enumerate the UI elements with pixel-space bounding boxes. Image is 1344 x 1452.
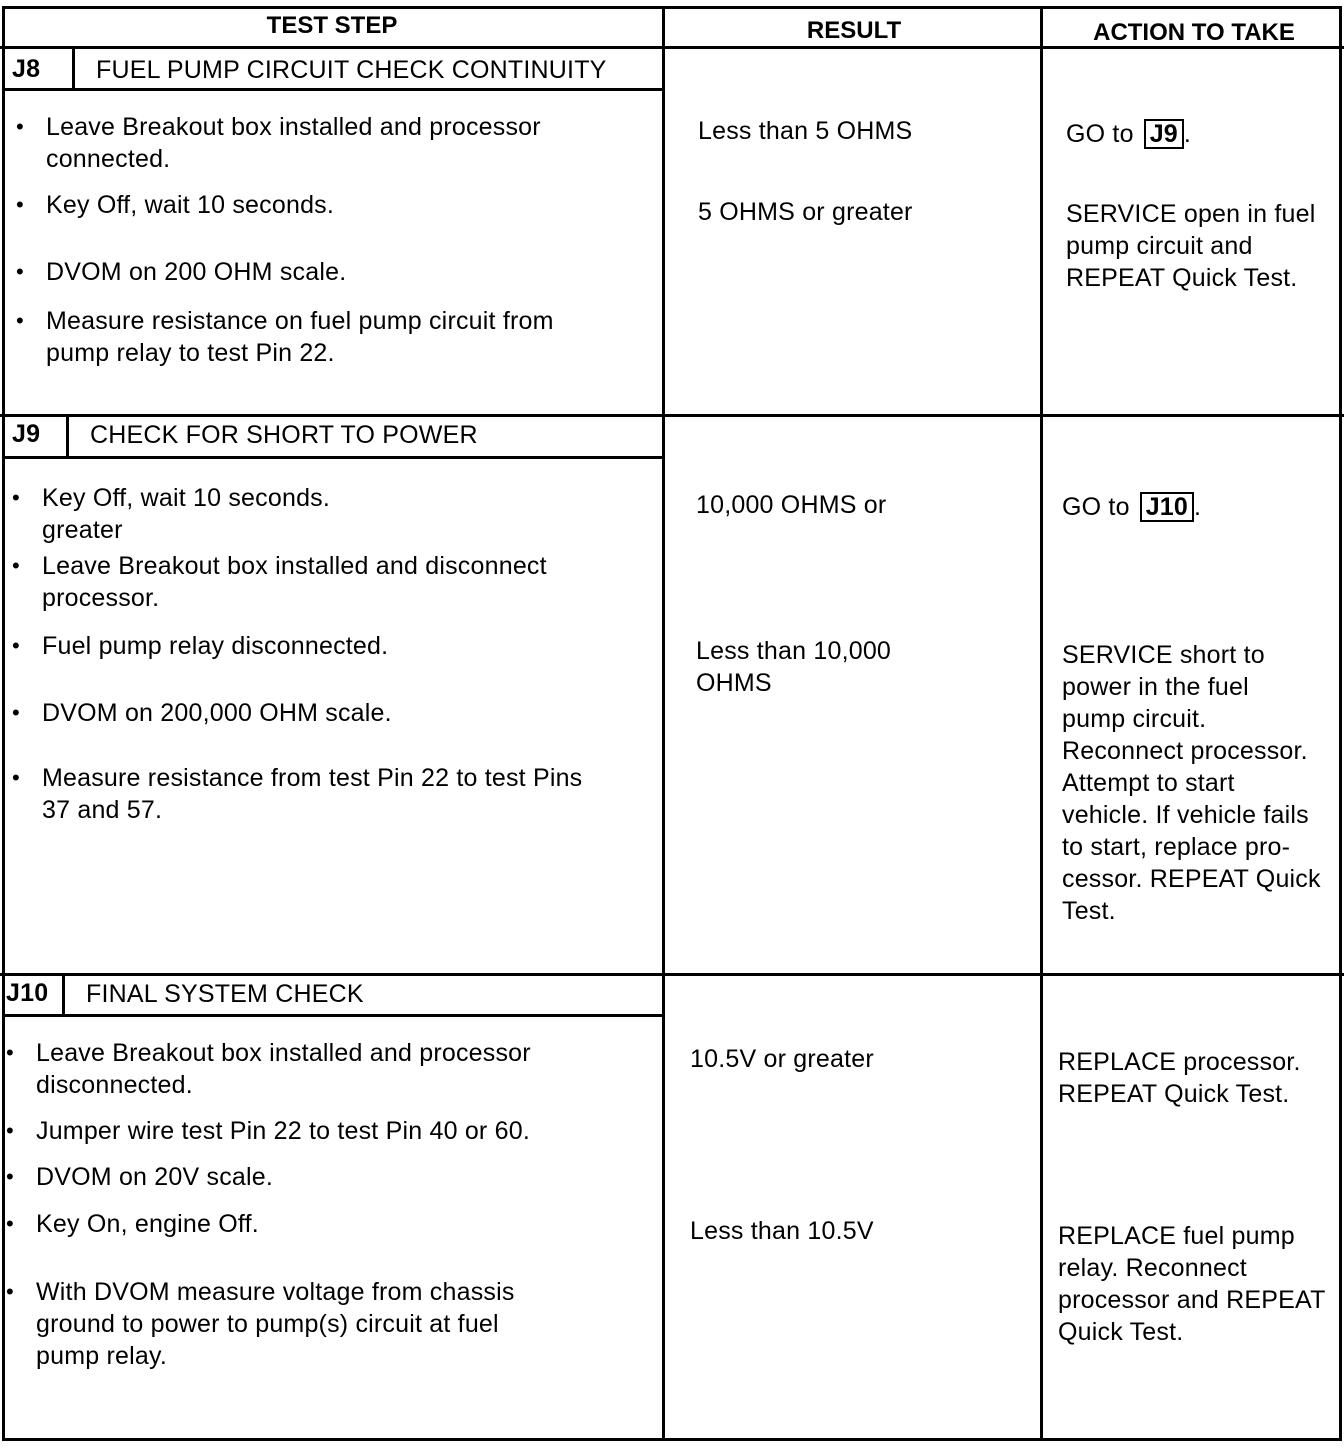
test-step-text: greater — [42, 516, 123, 544]
bullet-icon: • — [16, 259, 24, 284]
test-step-text: Measure resistance on fuel pump circuit from — [46, 307, 554, 335]
test-step-text: Leave Breakout box installed and disconnect — [42, 552, 547, 580]
result-text: 5 OHMS or greater — [698, 198, 913, 226]
test-step-text: Key On, engine Off. — [36, 1210, 259, 1238]
action-text: REPLACE processor. — [1058, 1048, 1301, 1076]
action-text: relay. Reconnect — [1058, 1254, 1247, 1282]
action-text: pump circuit. — [1062, 705, 1207, 733]
test-step-text: With DVOM measure voltage from chassis — [36, 1278, 515, 1306]
action-text: REPEAT Quick Test. — [1058, 1080, 1290, 1108]
step-title: FINAL SYSTEM CHECK — [86, 980, 364, 1008]
action-text: Reconnect processor. — [1062, 737, 1308, 765]
step-title: FUEL PUMP CIRCUIT CHECK CONTINUITY — [96, 56, 607, 84]
goto-action — [1066, 118, 1191, 150]
result-column-rule — [662, 6, 665, 1440]
test-step-text: Leave Breakout box installed and processor — [46, 113, 541, 141]
action-text: Quick Test. — [1058, 1318, 1184, 1346]
test-step-text: disconnected. — [36, 1071, 193, 1099]
action-text: SERVICE short to — [1062, 641, 1265, 669]
bullet-icon: • — [12, 633, 20, 658]
test-step-text: ground to power to pump(s) circuit at fuel — [36, 1310, 499, 1338]
test-step-text: Leave Breakout box installed and processor — [36, 1039, 531, 1067]
step-title: CHECK FOR SHORT TO POWER — [90, 421, 478, 449]
test-step-text: Fuel pump relay disconnected. — [42, 632, 389, 660]
action-text: Attempt to start — [1062, 769, 1235, 797]
test-step-text: DVOM on 200 OHM scale. — [46, 258, 347, 286]
step-id: J9 — [12, 420, 41, 448]
section-title-rule — [2, 1014, 664, 1017]
goto-prefix: GO to — [1066, 120, 1134, 148]
test-step-text: DVOM on 200,000 OHM scale. — [42, 699, 392, 727]
result-text: Less than 10,000 — [696, 637, 892, 665]
bullet-icon: • — [12, 765, 20, 790]
result-text: OHMS — [696, 669, 772, 697]
section-divider — [0, 414, 1344, 417]
goto-suffix: . — [1194, 493, 1202, 521]
test-step-text: processor. — [42, 584, 160, 612]
table-top-border — [2, 6, 1342, 9]
header-bottom-rule — [0, 46, 1344, 49]
step-id-divider — [66, 414, 69, 456]
action-text: vehicle. If vehicle fails — [1062, 801, 1309, 829]
action-text: REPLACE fuel pump — [1058, 1222, 1295, 1250]
step-id: J8 — [12, 55, 41, 83]
bullet-icon: • — [6, 1211, 14, 1236]
action-text: pump circuit and — [1066, 232, 1253, 260]
header-action: ACTION TO TAKE — [1093, 19, 1295, 46]
step-id-divider — [72, 49, 75, 88]
result-text: Less than 10.5V — [690, 1217, 874, 1245]
action-text: cessor. REPEAT Quick — [1062, 865, 1321, 893]
bullet-icon: • — [16, 114, 24, 139]
header-test-step: TEST STEP — [266, 12, 398, 39]
section-title-rule — [2, 88, 664, 91]
table-right-border — [1339, 6, 1342, 1440]
step-id: J10 — [6, 979, 49, 1007]
action-column-rule — [1040, 6, 1043, 1440]
test-step-text: Key Off, wait 10 seconds. — [42, 484, 331, 512]
bullet-icon: • — [6, 1040, 14, 1065]
action-text: to start, replace pro- — [1062, 833, 1291, 861]
section-divider — [0, 973, 1344, 976]
action-text: power in the fuel — [1062, 673, 1249, 701]
goto-prefix: GO to — [1062, 493, 1130, 521]
action-text: REPEAT Quick Test. — [1066, 264, 1298, 292]
test-step-text: DVOM on 20V scale. — [36, 1163, 274, 1191]
header-result: RESULT — [806, 17, 902, 44]
bullet-icon: • — [16, 192, 24, 217]
test-step-text: 37 and 57. — [42, 796, 163, 824]
test-step-text: connected. — [46, 145, 171, 173]
section-title-rule — [2, 456, 664, 459]
action-text: processor and REPEAT — [1058, 1286, 1326, 1314]
test-step-text: Measure resistance from test Pin 22 to test Pins — [42, 764, 583, 792]
bullet-icon: • — [12, 485, 20, 510]
test-step-text: pump relay. — [36, 1342, 167, 1370]
goto-suffix: . — [1183, 120, 1192, 148]
result-text: 10,000 OHMS or — [696, 491, 887, 519]
table-left-border — [2, 6, 5, 1440]
bullet-icon: • — [6, 1118, 14, 1143]
bullet-icon: • — [12, 553, 20, 578]
test-step-text: Key Off, wait 10 seconds. — [46, 191, 335, 219]
result-text: 10.5V or greater — [690, 1045, 874, 1073]
test-step-text: pump relay to test Pin 22. — [46, 339, 335, 367]
goto-action — [1062, 491, 1201, 523]
action-text: SERVICE open in fuel — [1066, 200, 1316, 228]
bullet-icon: • — [12, 700, 20, 725]
step-id-divider — [62, 973, 65, 1014]
result-text: Less than 5 OHMS — [698, 117, 913, 145]
bullet-icon: • — [6, 1164, 14, 1189]
bullet-icon: • — [16, 308, 24, 333]
bullet-icon: • — [6, 1279, 14, 1304]
table-bottom-border — [2, 1438, 1342, 1441]
step-reference: J9 — [1144, 119, 1184, 149]
step-reference: J10 — [1140, 492, 1194, 522]
test-step-text: Jumper wire test Pin 22 to test Pin 40 or 60. — [36, 1117, 530, 1145]
action-text: Test. — [1062, 897, 1116, 925]
